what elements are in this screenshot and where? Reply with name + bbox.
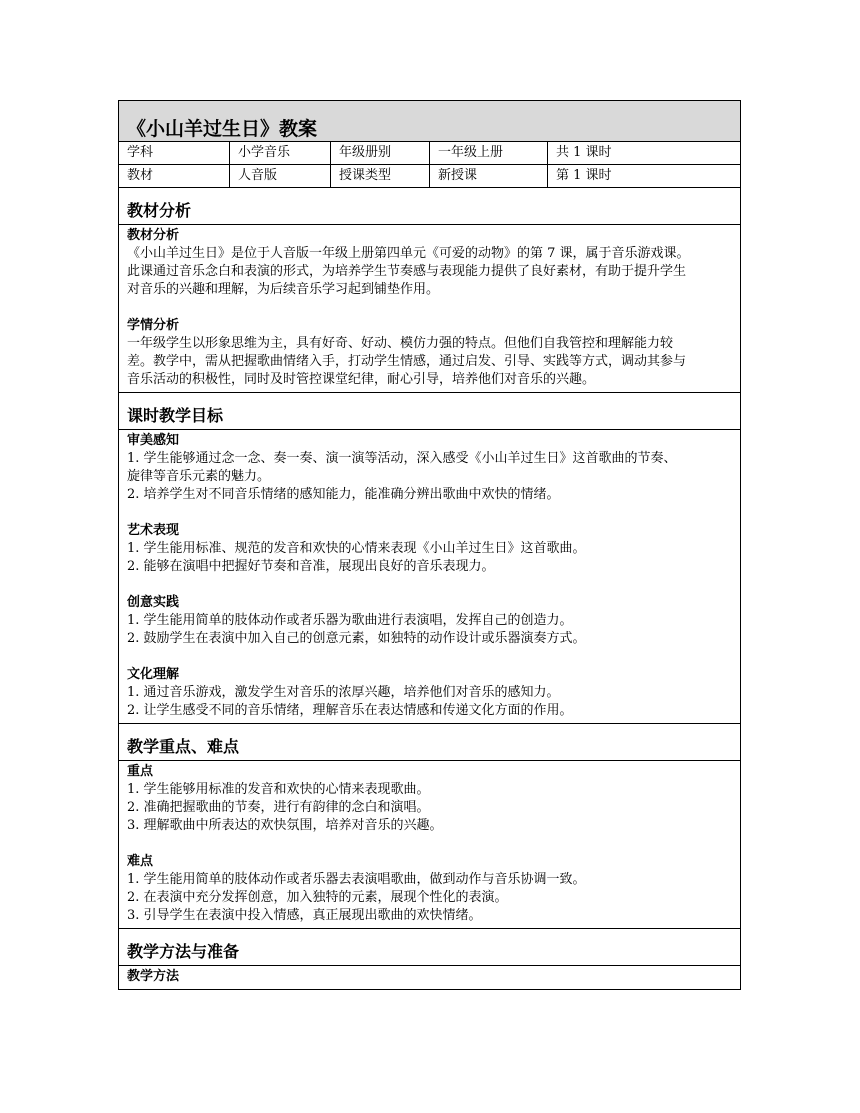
list-item: 2. 培养学生对不同音乐情绪的感知能力，能准确分辨出歌曲中欢快的情绪。 (127, 487, 560, 502)
info-cell: 学科 (119, 142, 230, 164)
list-item: 2. 让学生感受不同的音乐情绪，理解音乐在表达情感和传递文化方面的作用。 (127, 703, 573, 718)
list-item: 旋律等音乐元素的魅力。 (127, 469, 271, 484)
info-cell: 年级册别 (331, 142, 430, 164)
section-body-keypoints (119, 761, 740, 929)
text-line: 一年级学生以形象思维为主，具有好奇、好动、模仿力强的特点。但他们自我管控和理解能力较 (127, 336, 674, 351)
list-item: 1. 学生能够用标准的发音和欢快的心情来表现歌曲。 (127, 782, 430, 797)
subheading: 文化理解 (127, 667, 180, 682)
subheading: 教学方法 (127, 969, 180, 984)
list-item: 1. 通过音乐游戏，激发学生对音乐的浓厚兴趣，培养他们对音乐的感知力。 (127, 685, 560, 700)
subheading: 创意实践 (127, 595, 180, 610)
list-item: 3. 理解歌曲中所表达的欢快氛围，培养对音乐的兴趣。 (127, 818, 443, 833)
info-cell: 共 1 课时 (556, 145, 612, 160)
list-item: 1. 学生能用简单的肢体动作或者乐器去表演唱歌曲，做到动作与音乐协调一致。 (127, 872, 586, 887)
list-item: 2. 准确把握歌曲的节奏，进行有韵律的念白和演唱。 (127, 800, 430, 815)
text-line: 音乐活动的积极性，同时及时管控课堂纪律，耐心引导，培养他们对音乐的兴趣。 (127, 372, 596, 387)
info-row-2 (119, 165, 740, 188)
list-item: 1. 学生能用标准、规范的发音和欢快的心情来表现《小山羊过生日》这首歌曲。 (127, 541, 586, 556)
info-row-1 (119, 142, 740, 165)
info-cell: 教材 (119, 165, 230, 187)
section-heading-objectives: 课时教学目标 (119, 393, 740, 430)
list-item: 1. 学生能用简单的肢体动作或者乐器为歌曲进行表演唱，发挥自己的创造力。 (127, 613, 573, 628)
subheading: 学情分析 (127, 318, 180, 333)
text-line: 《小山羊过生日》是位于人音版一年级上册第四单元《可爱的动物》的第 7 课，属于音乐游戏课。 (127, 246, 690, 261)
info-cell: 新授课 (430, 165, 548, 187)
subheading: 审美感知 (127, 433, 180, 448)
section-heading-material: 教材分析 (119, 188, 740, 225)
section-heading-methods: 教学方法与准备 (119, 929, 740, 966)
subheading: 教材分析 (127, 228, 180, 243)
text-line: 差。教学中，需从把握歌曲情绪入手，打动学生情感，通过启发、引导、实践等方式，调动其参与 (127, 354, 687, 369)
section-body-methods (119, 966, 740, 989)
info-cell: 授课类型 (331, 165, 430, 187)
subheading: 难点 (127, 854, 154, 869)
text-line: 此课通过音乐念白和表演的形式，为培养学生节奏感与表现能力提供了良好素材，有助于提升学生 (127, 264, 687, 279)
text-line: 对音乐的兴趣和理解，为后续音乐学习起到铺垫作用。 (127, 282, 440, 297)
info-cell: 一年级上册 (430, 142, 548, 164)
info-cell: 小学音乐 (230, 142, 331, 164)
list-item: 2. 鼓励学生在表演中加入自己的创意元素，如独特的动作设计或乐器演奏方式。 (127, 631, 586, 646)
section-body-objectives (119, 430, 740, 724)
list-item: 2. 在表演中充分发挥创意，加入独特的元素，展现个性化的表演。 (127, 890, 508, 905)
subheading: 艺术表现 (127, 523, 180, 538)
list-item: 2. 能够在演唱中把握好节奏和音准，展现出良好的音乐表现力。 (127, 559, 495, 574)
list-item: 3. 引导学生在表演中投入情感，真正展现出歌曲的欢快情绪。 (127, 908, 482, 923)
section-heading-keypoints: 教学重点、难点 (119, 724, 740, 761)
subheading: 重点 (127, 764, 154, 779)
section-body-material (119, 225, 740, 393)
list-item: 1. 学生能够通过念一念、奏一奏、演一演等活动，深入感受《小山羊过生日》这首歌曲的节奏、 (127, 451, 677, 466)
lesson-plan-table (118, 100, 741, 990)
info-cell: 第 1 课时 (556, 168, 612, 183)
document-title: 《小山羊过生日》教案 (119, 101, 740, 142)
info-cell: 人音版 (230, 165, 331, 187)
